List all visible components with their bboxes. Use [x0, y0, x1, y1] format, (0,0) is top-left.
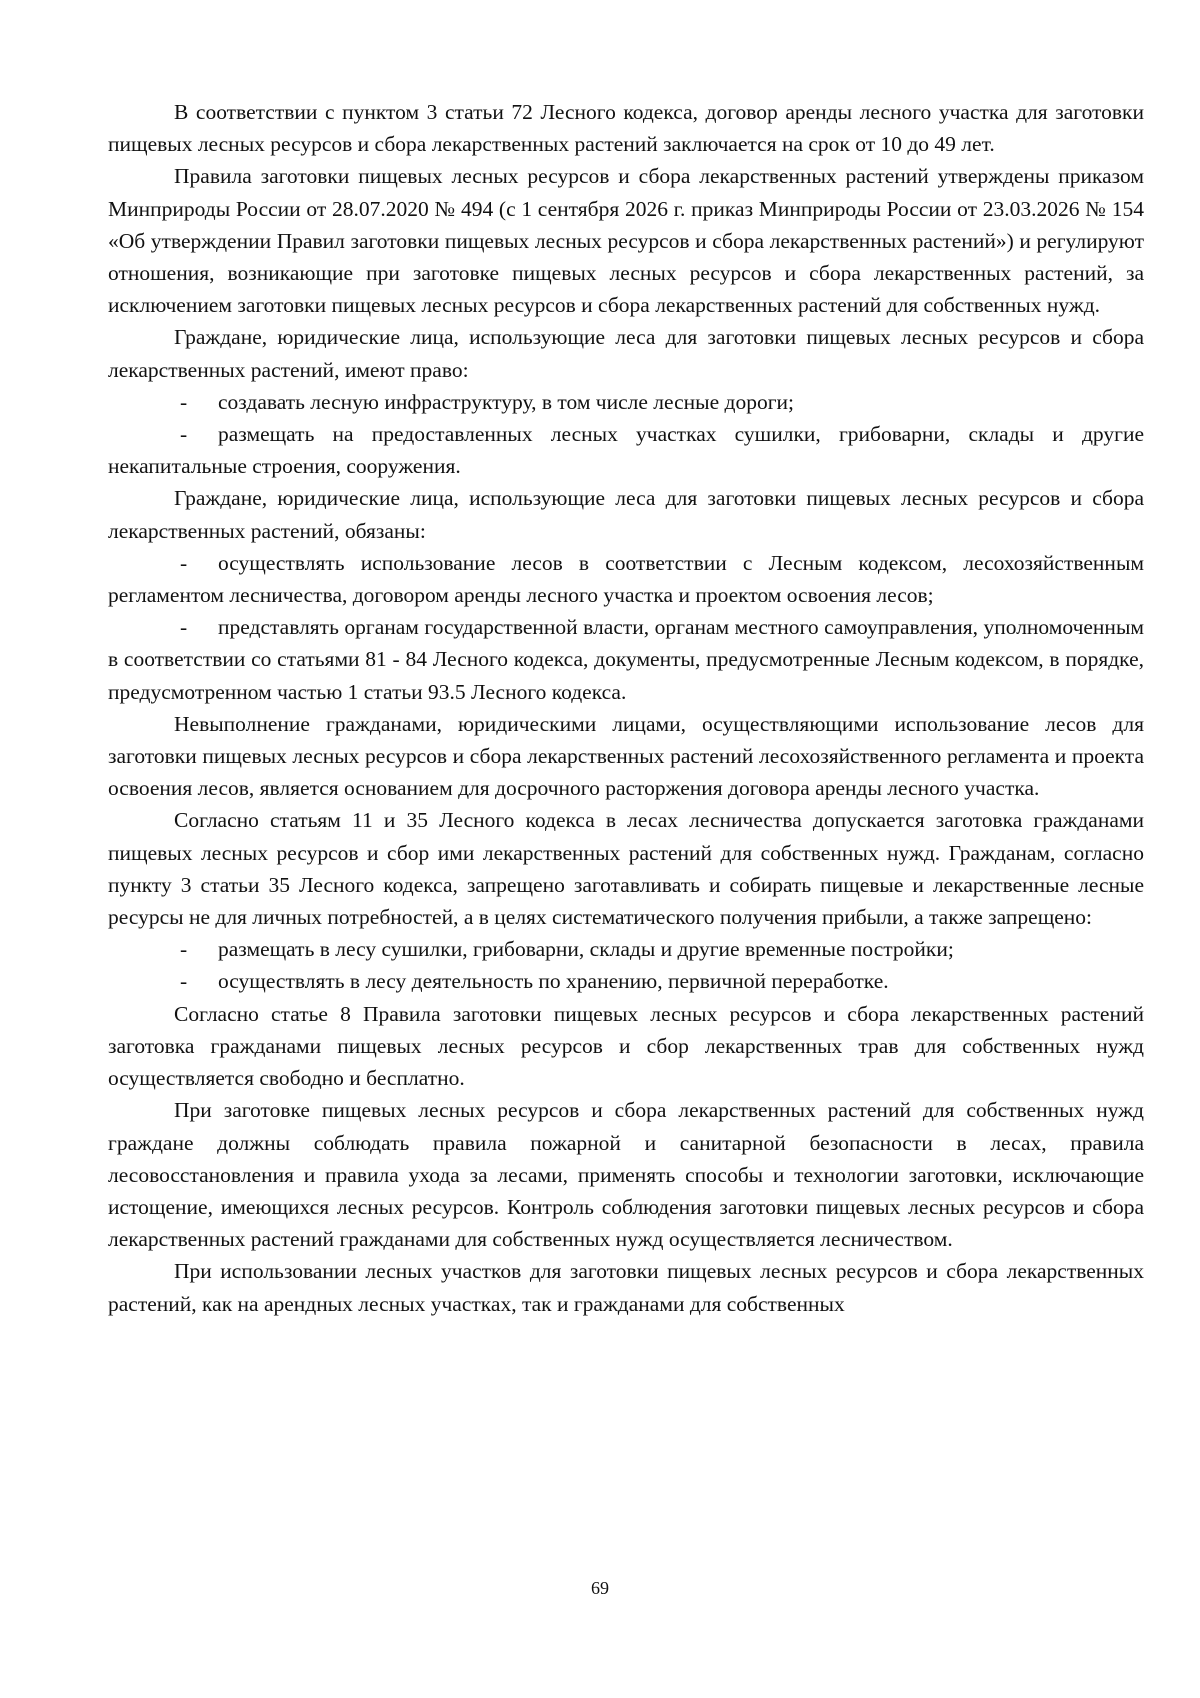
paragraph-rights-intro: Граждане, юридические лица, использующие леса для заготовки пищевых лесных ресурсов и сбора лекарственных растений, имеют право:: [108, 325, 1144, 382]
list-item-text: размещать в лесу сушилки, грибоварни, склады и другие временные постройки;: [218, 937, 954, 962]
list-item: [108, 611, 1144, 708]
bullet-dash: -: [180, 422, 188, 447]
list-item: [108, 418, 1144, 482]
paragraph-obligations-intro: Граждане, юридические лица, использующие леса для заготовки пищевых лесных ресурсов и сбора лекарственных растений, обязаны:: [108, 486, 1144, 543]
paragraph-safety-rules: При заготовке пищевых лесных ресурсов и сбора лекарственных растений для собственных нужд граждане должны соблюдать правила пожарной и санитарной безопасности в лесах, правила лесовосстановления и правила ухода за лесами, применять способы и технологии заготовки, исключающие истощение, имеющихся лесных ресурсов. Контроль соблюдения заготовки пищевых лесных ресурсов и сбора лекарственных растений гражданами для собственных нужд осуществляется лесничеством.: [108, 1098, 1144, 1252]
page-number: 69: [591, 1578, 609, 1598]
bullet-dash: -: [180, 937, 188, 962]
list-item: [108, 547, 1144, 611]
list-item-text: осуществлять использование лесов в соответствии с Лесным кодексом, лесохозяйственным регламентом лесничества, договором аренды лесного участка и проектом освоения лесов;: [108, 550, 1144, 608]
list-item-text: размещать на предоставленных лесных участках сушилки, грибоварни, склады и другие некапитальные строения, сооружения.: [108, 422, 1144, 479]
bullet-dash: -: [180, 969, 188, 994]
list-item: [108, 933, 1144, 965]
document-page: [108, 96, 1144, 1320]
list-item: [108, 965, 1144, 997]
paragraph-own-needs: Согласно статьям 11 и 35 Лесного кодекса в лесах лесничества допускается заготовка гражданами пищевых лесных ресурсов и сбор ими лекарственных растений для собственных нужд. Гражданам, согласно пункту 3 статьи 35 Лесного кодекса, запрещено заготавливать и собирать пищевые и лекарственные лесные ресурсы не для личных потребностей, а в целях систематического получения прибыли, а также запрещено:: [108, 808, 1144, 930]
list-item-text: представлять органам государственной власти, органам местного самоуправления, уполномоченным в соответствии со статьями 81 - 84 Лесного кодекса, документы, предусмотренные Лесным кодексом, в порядке, предусмотренном частью 1 статьи 93.5 Лесного кодекса.: [108, 615, 1144, 704]
bullet-dash: -: [180, 550, 188, 575]
paragraph-land-use: При использовании лесных участков для заготовки пищевых лесных ресурсов и сбора лекарственных растений, как на арендных лесных участках, так и гражданами для собственных: [108, 1259, 1144, 1316]
list-item: [108, 386, 1144, 418]
list-item-text: осуществлять в лесу деятельность по хранению, первичной переработке.: [218, 969, 889, 994]
bullet-dash: -: [180, 389, 188, 414]
bullet-dash: -: [180, 615, 188, 640]
list-item-text: создавать лесную инфраструктуру, в том числе лесные дороги;: [218, 389, 795, 414]
paragraph-harvest-rules: Правила заготовки пищевых лесных ресурсов и сбора лекарственных растений утверждены приказом Минприроды России от 28.07.2020 № 494 (с 1 сентября 2026 г. приказ Минприроды России от 23.03.2026 № 154 «Об утверждении Правил заготовки пищевых лесных ресурсов и сбора лекарственных растений») и регулируют отношения, возникающие при заготовке пищевых лесных ресурсов и сбора лекарственных растений, за исключением заготовки пищевых лесных ресурсов и сбора лекарственных растений для собственных нужд.: [108, 164, 1144, 318]
paragraph-noncompliance: Невыполнение гражданами, юридическими лицами, осуществляющими использование лесов для заготовки пищевых лесных ресурсов и сбора лекарственных растений лесохозяйственного регламента и проекта освоения лесов, является основанием для досрочного расторжения договора аренды лесного участка.: [108, 711, 1144, 801]
paragraph-lease-term: В соответствии с пунктом 3 статьи 72 Лесного кодекса, договор аренды лесного участка для заготовки пищевых лесных ресурсов и сбора лекарственных растений заключается на срок от 10 до 49 лет.: [108, 100, 1144, 157]
paragraph-article-8: Согласно статье 8 Правила заготовки пищевых лесных ресурсов и сбора лекарственных растений заготовка гражданами пищевых лесных ресурсов и сбор лекарственных трав для собственных нужд осуществляется свободно и бесплатно.: [108, 1001, 1144, 1091]
